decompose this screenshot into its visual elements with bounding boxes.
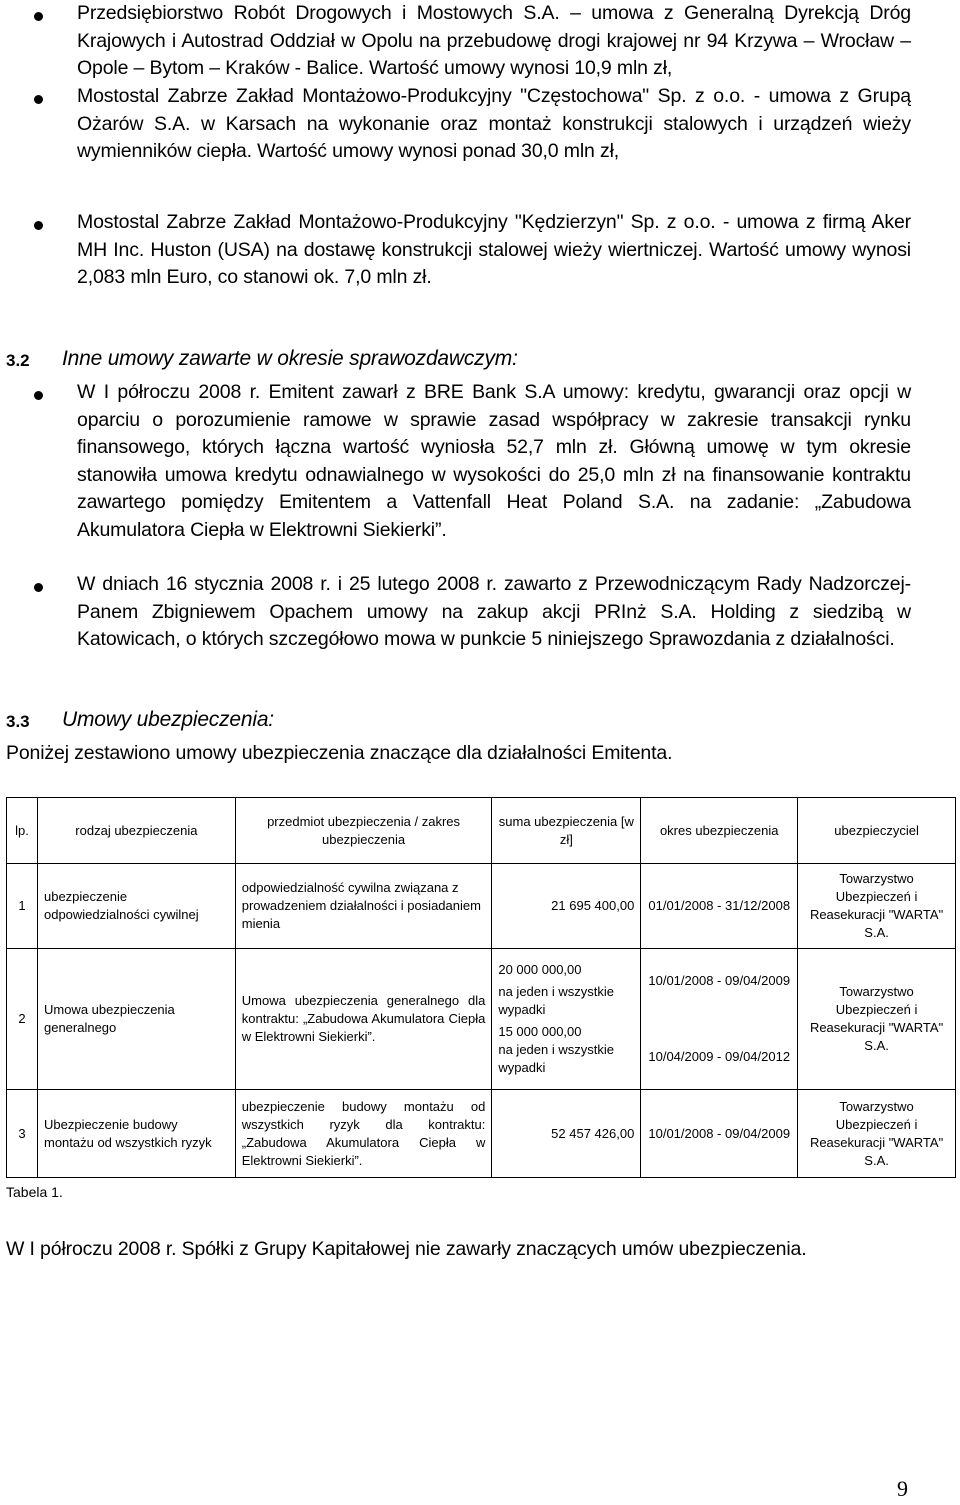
suma-value-a: 20 000 000,00 bbox=[498, 962, 582, 977]
bullet-dot bbox=[34, 391, 43, 400]
section-intro: Poniżej zestawiono umowy ubezpieczenia znaczące dla działalności Emitenta. bbox=[6, 742, 673, 764]
cell-suma bbox=[492, 949, 641, 1090]
bullet-dot bbox=[34, 221, 43, 230]
section-number: 3.2 bbox=[6, 351, 30, 370]
cell-okres: 01/01/2008 - 31/12/2008 bbox=[641, 864, 798, 949]
cell-przedmiot: ubezpieczenie budowy montażu od wszystkich ryzyk dla kontraktu: „Zabudowa Akumulatora Ciepła w Elektrowni Siekierki”. bbox=[235, 1090, 492, 1178]
cell-rodzaj: Umowa ubezpieczenia generalnego bbox=[37, 949, 235, 1090]
cell-suma: 21 695 400,00 bbox=[492, 864, 641, 949]
bullet-bre-bank: W I półroczu 2008 r. Emitent zawarł z BRE Bank S.A umowy: kredytu, gwarancji oraz opcji w oparciu o porozumienie ramowe w sprawie zasad współpracy w zakresie transakcji rynku finansowego, których łączna wartość wyniosła 52,7 mln zł. Główną umowę w tym okresie stanowiła umowa kredytu odnawialnego w wysokości do 25,0 mln zł na finansowanie kontraktu zawartego pomiędzy Emitentem a Vattenfall Heat Poland S.A. na zadanie: „Zabudowa Akumulatora Ciepła w Elektrowni Siekierki”. bbox=[77, 381, 911, 541]
header-rodzaj: rodzaj ubezpieczenia bbox=[37, 798, 235, 864]
cell-rodzaj: ubezpieczenie odpowiedzialności cywilnej bbox=[37, 864, 235, 949]
cell-ubezpieczyciel: Towarzystwo Ubezpieczeń i Reasekuracji "WARTA" S.A. bbox=[798, 864, 956, 949]
cell-przedmiot: Umowa ubezpieczenia generalnego dla kontraktu: „Zabudowa Akumulatora Ciepła w Elektrowni Siekierki”. bbox=[235, 949, 492, 1090]
suma-value-b: 15 000 000,00 bbox=[498, 1024, 582, 1039]
suma-note-a: na jeden i wszystkie wypadki bbox=[498, 984, 614, 1017]
section-number: 3.3 bbox=[6, 712, 30, 731]
page-number: 9 bbox=[897, 1476, 908, 1501]
header-przedmiot: przedmiot ubezpieczenia / zakres ubezpieczenia bbox=[235, 798, 492, 864]
bullet-contract-kedzierzyn: Mostostal Zabrze Zakład Montażowo-Produkcyjny "Kędzierzyn" Sp. z o.o. - umowa z firmą Aker MH Inc. Huston (USA) na dostawę konstrukcji stalowej wieży wiertniczej. Wartość umowy wynosi 2,083 mln Euro, co stanowi ok. 7,0 mln zł. bbox=[77, 211, 911, 288]
cell-ubezpieczyciel: Towarzystwo Ubezpieczeń i Reasekuracji "WARTA" S.A. bbox=[798, 1090, 956, 1178]
cell-ubezpieczyciel: Towarzystwo Ubezpieczeń i Reasekuracji "WARTA" S.A. bbox=[798, 949, 956, 1090]
table-caption: Tabela 1. bbox=[6, 1184, 63, 1200]
cell-rodzaj: Ubezpieczenie budowy montażu od wszystkich ryzyk bbox=[37, 1090, 235, 1178]
cell-lp: 1 bbox=[7, 864, 38, 949]
closing-paragraph: W I półroczu 2008 r. Spółki z Grupy Kapitałowej nie zawarły znaczących umów ubezpieczenia. bbox=[6, 1238, 807, 1260]
okres-value-a: 10/01/2008 - 09/04/2009 bbox=[648, 973, 791, 988]
insurance-table bbox=[6, 797, 956, 1178]
cell-przedmiot: odpowiedzialność cywilna związana z prowadzeniem działalności i posiadaniem mienia bbox=[235, 864, 492, 949]
header-okres: okres ubezpieczenia bbox=[641, 798, 798, 864]
table-row bbox=[7, 949, 956, 1090]
table-row bbox=[7, 864, 956, 949]
cell-lp: 2 bbox=[7, 949, 38, 1090]
bullet-dot bbox=[34, 583, 43, 592]
bullet-contract-czestochowa: Mostostal Zabrze Zakład Montażowo-Produkcyjny "Częstochowa" Sp. z o.o. - umowa z Grupą Ożarów S.A. w Karsach na wykonanie oraz montaż konstrukcji stalowych i urządzeń wieży wymienników ciepła. Wartość umowy wynosi ponad 30,0 mln zł, bbox=[77, 85, 911, 162]
table-header-row bbox=[7, 798, 956, 864]
cell-suma: 52 457 426,00 bbox=[492, 1090, 641, 1178]
section-title: Inne umowy zawarte w okresie sprawozdawczym: bbox=[62, 347, 518, 370]
header-ubezpieczyciel: ubezpieczyciel bbox=[798, 798, 956, 864]
cell-lp: 3 bbox=[7, 1090, 38, 1178]
cell-okres: 10/01/2008 - 09/04/2009 bbox=[641, 1090, 798, 1178]
table-row bbox=[7, 1090, 956, 1178]
section-title: Umowy ubezpieczenia: bbox=[62, 708, 274, 731]
cell-okres bbox=[641, 949, 798, 1090]
header-suma: suma ubezpieczenia [w zł] bbox=[492, 798, 641, 864]
header-lp: lp. bbox=[7, 798, 38, 864]
okres-value-b: 10/04/2009 - 09/04/2012 bbox=[648, 1049, 791, 1064]
bullet-prinz-shares: W dniach 16 stycznia 2008 r. i 25 lutego 2008 r. zawarto z Przewodniczącym Rady Nadzorczej-Panem Zbigniewem Opachem umowy na zakup akcji PRInż S.A. Holding z siedzibą w Katowicach, o których szczegółowo mowa w punkcie 5 niniejszego Sprawozdania z działalności. bbox=[77, 573, 911, 650]
bullet-dot bbox=[34, 95, 43, 104]
bullet-contract-prid: Przedsiębiorstwo Robót Drogowych i Mostowych S.A. – umowa z Generalną Dyrekcją Dróg Krajowych i Autostrad Oddział w Opolu na przebudowę drogi krajowej nr 94 Krzywa – Wrocław – Opole – Bytom – Kraków - Balice. Wartość umowy wynosi 10,9 mln zł, bbox=[77, 2, 911, 79]
bullet-dot bbox=[34, 12, 43, 21]
suma-note-b: na jeden i wszystkie wypadki bbox=[498, 1042, 614, 1075]
